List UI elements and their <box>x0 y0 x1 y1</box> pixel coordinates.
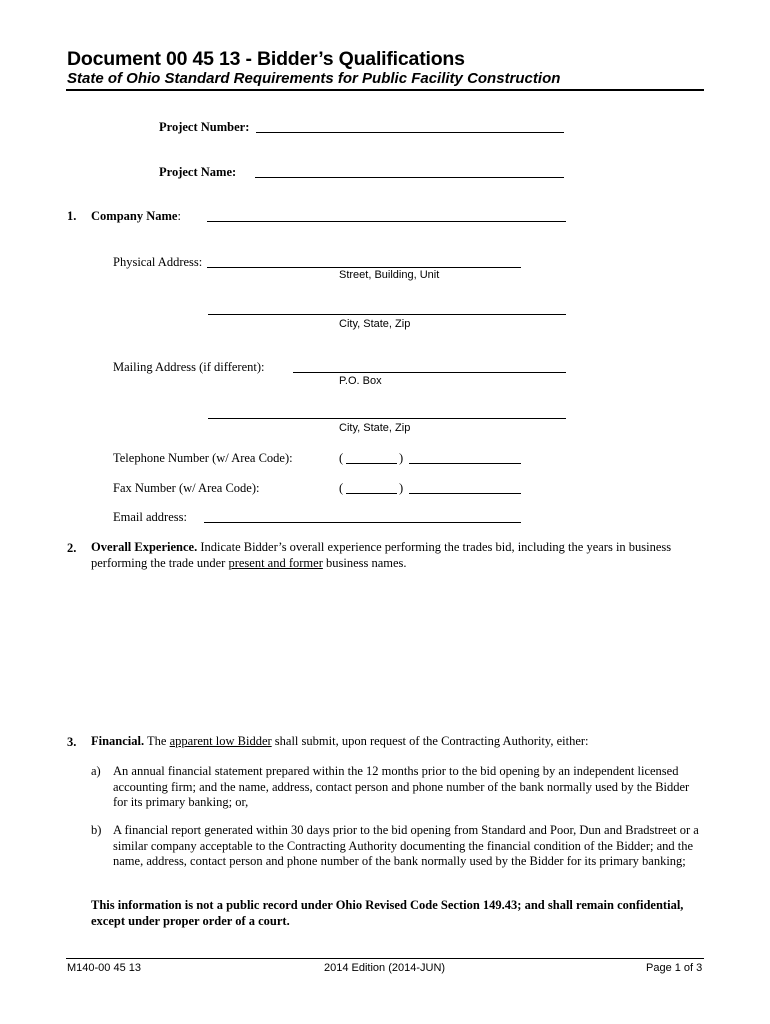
item-a-marker: a) <box>91 764 101 778</box>
item-b-marker: b) <box>91 823 102 837</box>
mailing-pobox-field[interactable] <box>293 360 566 373</box>
street-caption: Street, Building, Unit <box>339 269 440 281</box>
project-number-label: Project Number: <box>159 120 250 134</box>
physical-city-field[interactable] <box>208 302 566 315</box>
company-name-field[interactable] <box>207 209 566 222</box>
project-name-label: Project Name: <box>159 165 237 179</box>
mailing-city-field[interactable] <box>208 406 566 419</box>
telephone-area-code-field[interactable] <box>346 451 397 464</box>
page-subtitle: State of Ohio Standard Requirements for Public Facility Construction <box>67 70 561 87</box>
overall-experience-answer-area[interactable] <box>91 575 705 725</box>
fax-number-field[interactable] <box>409 481 521 494</box>
item-a-text: An annual financial statement prepared within the 12 months prior to the bid opening by an independent licensed accounting firm; and the name, address, contact person and phone number of the bank normally used by the Bidder for its primary banking; or, <box>113 764 690 809</box>
fax-area-close: ) <box>399 481 404 495</box>
project-name-field[interactable] <box>255 165 564 178</box>
section-1-number: 1. <box>67 209 77 223</box>
footer-rule <box>66 958 704 959</box>
physical-street-field[interactable] <box>207 255 521 268</box>
telephone-area-open: ( <box>339 451 344 465</box>
telephone-number-field[interactable] <box>409 451 521 464</box>
company-name-label: Company Name: <box>91 209 181 223</box>
footer-edition: 2014 Edition (2014-JUN) <box>324 962 446 974</box>
section-2-number: 2. <box>67 541 77 555</box>
overall-experience-heading: Overall Experience. <box>91 540 198 554</box>
financial-paragraph: Financial. The apparent low Bidder shall submit, upon request of the Contracting Authority, either: <box>91 734 589 748</box>
physical-city-caption: City, State, Zip <box>339 318 411 330</box>
fax-area-open: ( <box>339 481 344 495</box>
pobox-caption: P.O. Box <box>339 375 382 387</box>
physical-address-label: Physical Address: <box>113 255 203 269</box>
email-label: Email address: <box>113 510 187 524</box>
email-field[interactable] <box>204 510 521 523</box>
mailing-address-label: Mailing Address (if different): <box>113 360 265 374</box>
telephone-label: Telephone Number (w/ Area Code): <box>113 451 293 465</box>
footer-page-number: Page 1 of 3 <box>646 962 703 974</box>
overall-experience-paragraph: Overall Experience. Indicate Bidder’s overall experience performing the trades bid, including the years in business performing the trade under present and former business names. <box>91 540 672 570</box>
section-3-number: 3. <box>67 735 77 749</box>
financial-heading: Financial. <box>91 734 145 748</box>
footer-doc-code: M140-00 45 13 <box>67 962 141 974</box>
header-rule <box>66 89 704 91</box>
item-b-text: A financial report generated within 30 days prior to the bid opening from Standard and Poor, Dun and Bradstreet or a similar company acceptable to the Contracting Authority documenting the financial condition of the Bidder; and the name, address, contact person and phone number of the bank normally used by the Bidder for its primary banking; <box>113 823 699 868</box>
mailing-city-caption: City, State, Zip <box>339 422 411 434</box>
confidentiality-notice: This information is not a public record under Ohio Revised Code Section 149.43; and shall remain confidential, except under proper order of a court. <box>91 898 684 928</box>
fax-area-code-field[interactable] <box>346 481 397 494</box>
project-number-field[interactable] <box>256 120 564 133</box>
fax-label: Fax Number (w/ Area Code): <box>113 481 260 495</box>
page-title: Document 00 45 13 - Bidder’s Qualifications <box>67 48 465 70</box>
telephone-area-close: ) <box>399 451 404 465</box>
